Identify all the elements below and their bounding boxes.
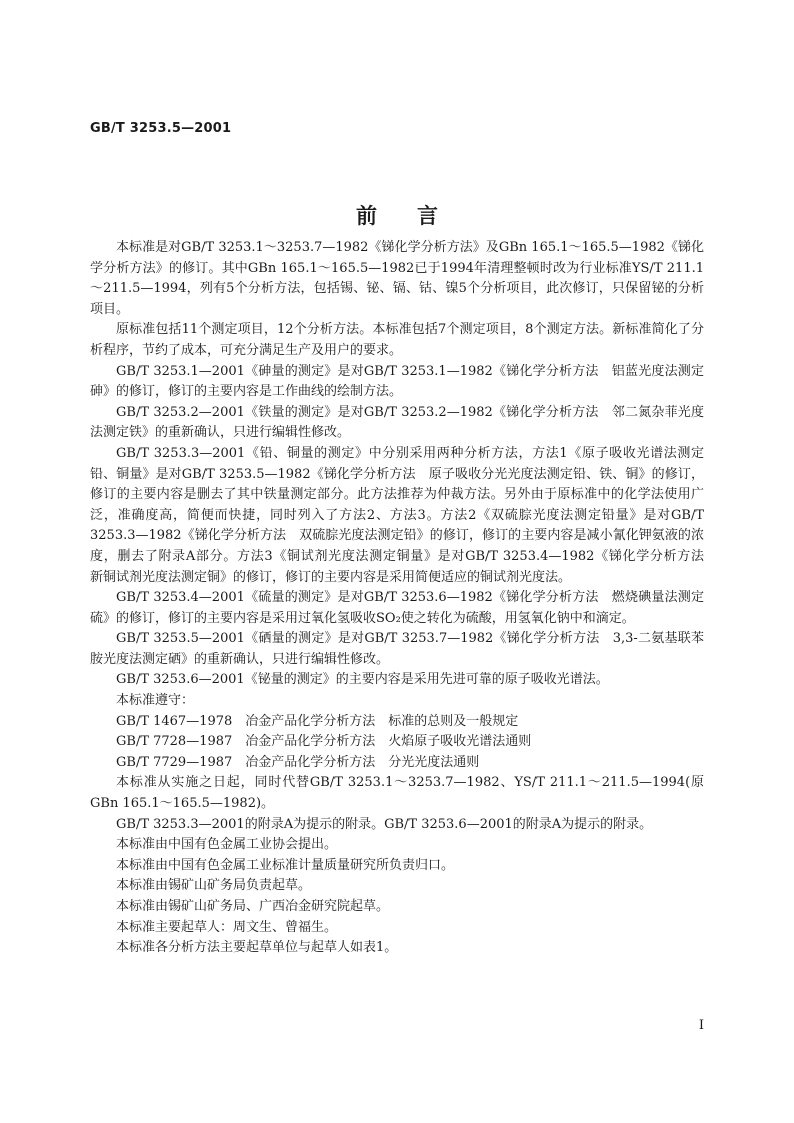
paragraph-part-4: GB/T 3253.4—2001《硫量的测定》是对GB/T 3253.6—1982《锑化学分析方法 燃烧碘量法测定硫》的修订，修订的主要内容是采用过氧化氢吸收SO₂使之转化为硫酸，用氢氧化钠中和滴定。 — [90, 590, 704, 626]
paragraph-part-2: GB/T 3253.2—2001《铁量的测定》是对GB/T 3253.2—1982《锑化学分析方法 邻二氮杂菲光度法测定铁》的重新确认，只进行编辑性修改。 — [90, 404, 704, 441]
paragraph-part-5: GB/T 3253.5—2001《硒量的测定》是对GB/T 3253.7—1982《锑化学分析方法 3,3-二氨基联苯胺光度法测定硒》的重新确认，只进行编辑性修改。 — [90, 631, 704, 667]
paragraph-replacement: 本标准从实施之日起，同时代替GB/T 3253.1～3253.7—1982、YS/T 211.1～211.5—1994(原GBn 165.1～165.5—1982)。 — [90, 775, 704, 812]
paragraph-main-drafters: 本标准主要起草人：周文生、曾福生。 — [116, 919, 338, 935]
paragraph-proposer: 本标准由中国有色金属工业协会提出。 — [116, 837, 338, 853]
standard-code: GB/T 3253.5—2001 — [90, 121, 232, 136]
paragraph-part-3: GB/T 3253.3—2001《铅、铜量的测定》中分别采用两种分析方法，方法1《原子吸收光谱法测定铅、铜量》是对GB/T 3253.5—1982《锑化学分析方法 原子吸收分光光度法测定铅、铁、铜》的修订，修订的主要内容是删去了其中铁量测定部分。此方法推荐为仲裁方法。另外由于原标准中的化学法使用广泛，准确度高，简便而快捷，同时列入了方法2、方法3。方法2《双硫腙光度法测定铅量》是对GB/T 3253.3—1982《锑化学分析方法 双硫腙光度法测定铅》的修订，修订的主要内容是减小氰化钾氨液的浓度，删去了附录A部分。方法3《铜试剂光度法测定铜量》是对GB/T 3253.4—1982《锑化学分析方法 新铜试剂光度法测定铜》的修订，修订的主要内容是采用简便适应的铜试剂光度法。 — [90, 445, 718, 585]
paragraph-appendix: GB/T 3253.3—2001的附录A为提示的附录。GB/T 3253.6—2001的附录A为提示的附录。 — [116, 816, 653, 832]
paragraph-drafter-responsible: 本标准由锡矿山矿务局负责起草。 — [116, 878, 312, 894]
page-title: 前言 — [356, 203, 478, 228]
page-number: I — [698, 1018, 704, 1033]
paragraph-part-1: GB/T 3253.1—2001《砷量的测定》是对GB/T 3253.1—1982《锑化学分析方法 铝蓝光度法测定砷》的修订，修订的主要内容是工作曲线的绘制方法。 — [90, 363, 704, 400]
foreword-body — [90, 238, 718, 959]
paragraph-table-note: 本标准各分析方法主要起草单位与起草人如表1。 — [116, 940, 398, 956]
paragraph-compliance: 本标准遵守： — [116, 693, 195, 709]
reference-item: GB/T 7729—1987 冶金产品化学分析方法 分光光度法通则 — [116, 754, 480, 770]
paragraph-part-6: GB/T 3253.6—2001《铋量的测定》的主要内容是采用先进可靠的原子吸收光谱法。 — [116, 672, 609, 688]
reference-item: GB/T 1467—1978 冶金产品化学分析方法 标准的总则及一般规定 — [116, 713, 519, 729]
paragraph-drafting-units: 本标准由锡矿山矿务局、广西冶金研究院起草。 — [116, 899, 390, 914]
paragraph-centralized: 本标准由中国有色金属工业标准计量质量研究所负责归口。 — [116, 857, 455, 873]
reference-item: GB/T 7728—1987 冶金产品化学分析方法 火焰原子吸收光谱法通则 — [116, 734, 532, 750]
paragraph-scope: 原标准包括11个测定项目，12个分析方法。本标准包括7个测定项目，8个测定方法。新标准简化了分析程序，节约了成本，可充分满足生产及用户的要求。 — [90, 322, 704, 358]
paragraph-intro: 本标准是对GB/T 3253.1～3253.7—1982《锑化学分析方法》及GBn 165.1～165.5—1982《锑化学分析方法》的修订。其中GBn 165.1～165.5—1982已于1994年清理整顿时改为行业标准YS/T 211.1～211.5—1994，列有5个分析方法，包括锡、铋、镉、钴、镍5个分析项目，此次修订，只保留铋的分析项目。 — [90, 240, 704, 317]
